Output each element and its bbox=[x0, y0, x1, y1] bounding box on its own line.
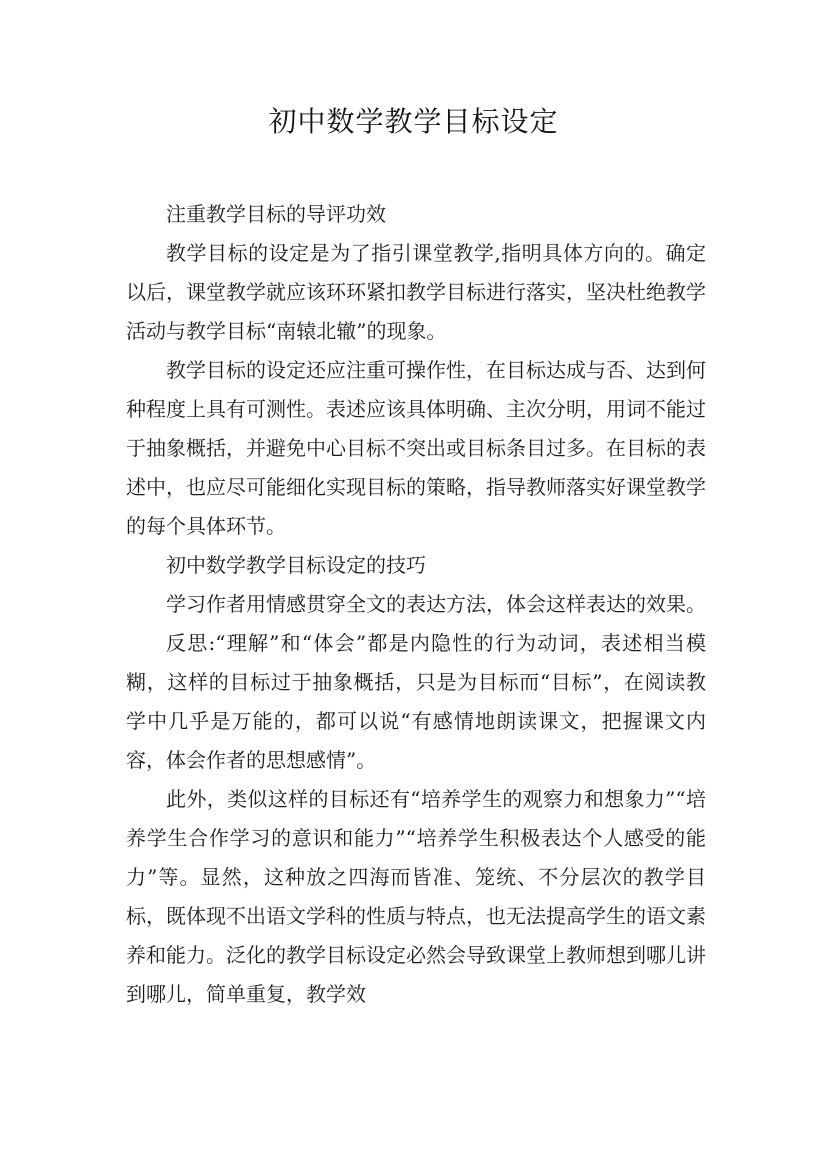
paragraph: 反思:“理解”和“体会”都是内隐性的行为动词，表述相当模糊，这样的目标过于抽象概括，只是为目标而“目标”，在阅读教学中几乎是万能的，都可以说“有感情地朗读课文，把握课文内容，体会作者的思想感情”。 bbox=[126, 631, 706, 772]
paragraph: 教学目标的设定是为了指引课堂教学,指明具体方向的。确定以后，课堂教学就应该环环紧扣教学目标进行落实，坚决杜绝教学活动与教学目标“南辕北辙”的现象。 bbox=[126, 241, 706, 343]
paragraph: 学习作者用情感贯穿全文的表达方法，体会这样表达的效果。 bbox=[166, 592, 706, 616]
heading-guide-evaluation: 注重教学目标的导评功效 bbox=[166, 202, 386, 226]
document-title: 初中数学教学目标设定 bbox=[268, 105, 559, 138]
heading-techniques: 初中数学教学目标设定的技巧 bbox=[166, 553, 426, 577]
document-body bbox=[126, 195, 706, 1014]
paragraph: 教学目标的设定还应注重可操作性，在目标达成与否、达到何种程度上具有可测性。表述应该具体明确、主次分明，用词不能过于抽象概括，并避免中心目标不突出或目标条目过多。在目标的表述中，也应尽可能细化实现目标的策略，指导教师落实好课堂教学的每个具体环节。 bbox=[126, 358, 706, 538]
paragraph: 此外，类似这样的目标还有“培养学生的观察力和想象力”“培养学生合作学习的意识和能力”“培养学生积极表达个人感受的能力”等。显然，这种放之四海而皆准、笼统、不分层次的教学目标，既体现不出语文学科的性质与特点，也无法提高学生的语文素养和能力。泛化的教学目标设定必然会导致课堂上教师想到哪儿讲到哪儿，简单重复，教学效 bbox=[126, 787, 706, 1006]
